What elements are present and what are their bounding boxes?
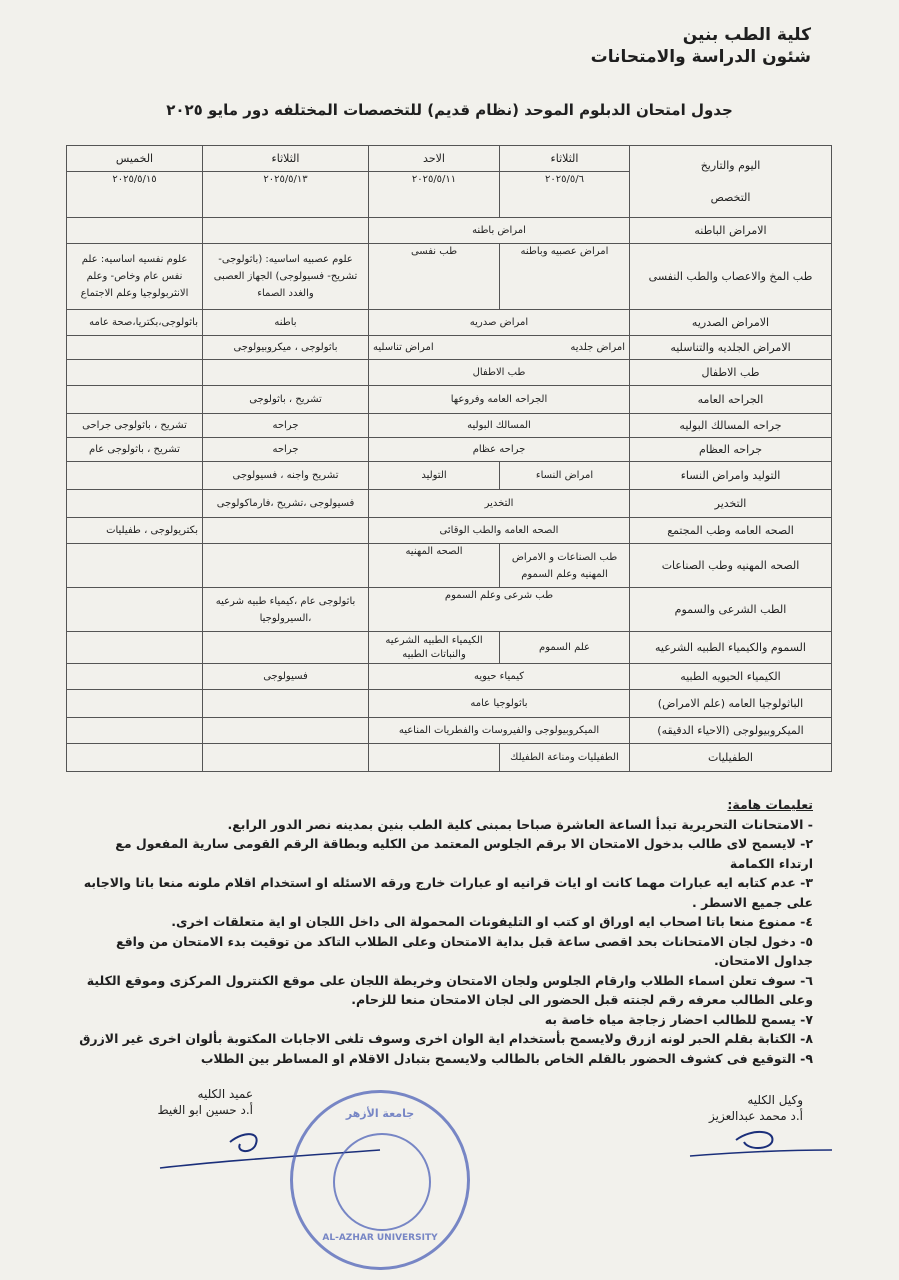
- specialty-cell: طب المخ والاعصاب والطب النفسى: [630, 244, 832, 310]
- empty-cell: [203, 690, 369, 718]
- empty-cell: [203, 360, 369, 386]
- empty-cell: [67, 718, 203, 744]
- specialty-cell: الطب الشرعى والسموم: [630, 588, 832, 632]
- exam-cell: امراض باطنه: [369, 218, 630, 244]
- table-row: [67, 438, 832, 462]
- exam-cell: المسالك البوليه: [369, 414, 630, 438]
- specialty-cell: السموم والكيمياء الطبيه الشرعيه: [630, 632, 832, 664]
- specialty-cell: جراحه العظام: [630, 438, 832, 462]
- exam-cell: تشريح واجنه ، فسيولوجى: [203, 462, 369, 490]
- exam-cell: كيمياء حيويه: [369, 664, 630, 690]
- exam-cell: جراحه: [203, 414, 369, 438]
- empty-cell: [203, 218, 369, 244]
- empty-cell: [67, 664, 203, 690]
- day-header: الثلاثاء: [203, 146, 369, 172]
- instruction-item: ٧- يسمح للطالب احضار زجاجة مياه خاصة به: [544, 1011, 813, 1027]
- empty-cell: [203, 518, 369, 544]
- exam-cell: الجراحه العامه وفروعها: [369, 386, 630, 414]
- date-cell: ٢٠٢٥/٥/٦: [500, 172, 630, 218]
- table-row: [67, 218, 832, 244]
- stamp-inner-ring: [333, 1133, 431, 1231]
- day-header: الثلاثاء: [500, 146, 630, 172]
- vice-dean-name: أ.د محمد عبدالعزيز: [709, 1109, 803, 1123]
- exam-cell: علوم نفسيه اساسيه: علم نفس عام وخاص- وعلم الانثربولوجيا وعلم الاجتماع: [67, 244, 203, 310]
- faculty-header: [591, 24, 811, 68]
- empty-cell: [203, 718, 369, 744]
- empty-cell: [67, 218, 203, 244]
- empty-cell: [67, 386, 203, 414]
- instructions-heading: تعليمات هامة:: [727, 797, 813, 812]
- day-header: الخميس: [67, 146, 203, 172]
- corner-cell: [630, 146, 832, 218]
- exam-cell: تشريح ، باثولوجى: [203, 386, 369, 414]
- instruction-item: ٩- التوقيع فى كشوف الحضور بالقلم الخاص بالطالب ولايسمح بتبادل الاقلام او المساطر بين الطلاب: [200, 1050, 813, 1066]
- faculty-name: كلية الطب بنين: [682, 25, 811, 45]
- exam-cell: الميكروبيولوجى والفيروسات والفطريات المناعيه: [369, 718, 630, 744]
- exam-cell: تشريح ، باثولوجى جراحى: [67, 414, 203, 438]
- exam-part: امراض تناسليه: [373, 341, 434, 353]
- empty-cell: [67, 632, 203, 664]
- table-row: [67, 336, 832, 360]
- instruction-item: ٤- ممنوع منعا باتا اصحاب ايه اوراق او كتب او التليفونات المحمولة الى داخل اللجان او اية متعلقات اخرى.: [171, 914, 813, 929]
- specialty-cell: الجراحه العامه: [630, 386, 832, 414]
- exam-cell: طب الاطفال: [369, 360, 630, 386]
- dean-signature-mark: [230, 1134, 257, 1151]
- split-wrapper: [373, 341, 625, 355]
- empty-cell: [369, 744, 500, 772]
- specialty-cell: الامراض الباطنه: [630, 218, 832, 244]
- exam-cell: طب شرعى وعلم السموم: [369, 588, 630, 632]
- exam-cell: علوم عصبيه اساسيه: (باثولوجى- تشريح- فسيولوجى) الجهاز العصبى والغدد الصماء: [203, 244, 369, 310]
- specialty-cell: الكيمياء الحيويه الطبيه: [630, 664, 832, 690]
- specialty-cell: الميكروبيولوجى (الاحياء الدقيقه): [630, 718, 832, 744]
- exam-part: امراض جلديه: [570, 341, 625, 353]
- table-row: [67, 462, 832, 490]
- exam-cell: امراض عصبيه وباطنه: [500, 244, 630, 310]
- table-row: [67, 490, 832, 518]
- exam-cell: طب الصناعات و الامراض المهنيه وعلم السموم: [500, 544, 630, 588]
- instruction-item: ٥- دخول لجان الامتحانات بحد اقصى ساعة قبل بداية الامتحان وعلى الطلاب التاكد من توقيت بدء الامتحان من واقع جداول الامتحان.: [115, 933, 813, 968]
- specialty-cell: الطفيليات: [630, 744, 832, 772]
- exam-cell: فسيولوجى: [203, 664, 369, 690]
- specialty-cell: التوليد وامراض النساء: [630, 462, 832, 490]
- instructions-section: [78, 795, 813, 1068]
- instruction-item: ٦- سوف تعلن اسماء الطلاب وارقام الجلوس ولجان الامتحان وخريطة اللجان على موقع الكنترول المركزى وموقع الكلية وعلى الطالب معرفه رقم لجنته قبل الحضور الى لجان الامتحان منعا للزحام.: [86, 972, 813, 1007]
- stamp-arabic-text: جامعة الأزهر: [345, 1107, 415, 1120]
- instruction-item: ٢- لايسمح لاى طالب بدخول الامتحان الا برقم الجلوس المعتمد من الكليه وبطاقة الرقم القومى سارية المفعول مع ارتداء الكمامة: [115, 836, 813, 871]
- dean-name: أ.د حسين ابو الغيط: [157, 1103, 253, 1117]
- exam-schedule-table: [66, 145, 832, 772]
- table-row: [67, 244, 832, 310]
- date-cell: ٢٠٢٥/٥/١١: [369, 172, 500, 218]
- table-row: [67, 414, 832, 438]
- table-row: [67, 588, 832, 632]
- date-cell: ٢٠٢٥/٥/١٥: [67, 172, 203, 218]
- dean-title: عميد الكليه: [197, 1087, 253, 1101]
- exam-cell-split: [369, 336, 630, 360]
- exam-cell: امراض النساء: [500, 462, 630, 490]
- dean-signature-block: [158, 1086, 253, 1118]
- instruction-item: - الامتحانات التحريرية تبدأ الساعة العاشرة صباحا بمبنى كلية الطب بنين بمدينه نصر الدور الرابع.: [227, 816, 813, 832]
- corner-specialty: التخصص: [710, 190, 751, 204]
- specialty-cell: التخدير: [630, 490, 832, 518]
- exam-cell: جراحه عظام: [369, 438, 630, 462]
- document-title: جدول امتحان الدبلوم الموحد (نظام قديم) للتخصصات المختلفه دور مايو ٢٠٢٥: [166, 101, 733, 119]
- empty-cell: [67, 462, 203, 490]
- empty-cell: [67, 588, 203, 632]
- day-header: الاحد: [369, 146, 500, 172]
- exam-cell: علم السموم: [500, 632, 630, 664]
- exam-cell: الصحه المهنيه: [369, 544, 500, 588]
- exam-cell: امراض صدريه: [369, 310, 630, 336]
- exam-cell: طب نفسى: [369, 244, 500, 310]
- empty-cell: [67, 360, 203, 386]
- vice-dean-signature-mark: [736, 1132, 772, 1148]
- specialty-cell: جراحه المسالك البوليه: [630, 414, 832, 438]
- exam-cell: التوليد: [369, 462, 500, 490]
- exam-cell: التخدير: [369, 490, 630, 518]
- table-row: [67, 544, 832, 588]
- exam-cell: باثولوجيا عامه: [369, 690, 630, 718]
- table-row: [67, 518, 832, 544]
- stamp-english-text: AL-AZHAR UNIVERSITY: [322, 1233, 438, 1243]
- specialty-cell: طب الاطفال: [630, 360, 832, 386]
- exam-cell: فسيولوجى ،تشريح ،فارماكولوجى: [203, 490, 369, 518]
- date-cell: ٢٠٢٥/٥/١٣: [203, 172, 369, 218]
- exam-cell: الطفيليات ومناعة الطفيلك: [500, 744, 630, 772]
- exam-cell: الصحه العامه والطب الوقائى: [369, 518, 630, 544]
- empty-cell: [203, 544, 369, 588]
- specialty-cell: الباثولوجيا العامه (علم الامراض): [630, 690, 832, 718]
- table-row: [67, 718, 832, 744]
- specialty-cell: الامراض الصدريه: [630, 310, 832, 336]
- exam-cell: تشريح ، باثولوجى عام: [67, 438, 203, 462]
- exam-cell: جراحه: [203, 438, 369, 462]
- empty-cell: [203, 744, 369, 772]
- department-name: شئون الدراسة والامتحانات: [590, 47, 811, 67]
- table-row: [67, 690, 832, 718]
- exam-cell: باثولوجى ، ميكروبيولوجى: [203, 336, 369, 360]
- empty-cell: [67, 544, 203, 588]
- empty-cell: [67, 336, 203, 360]
- table-row: [67, 632, 832, 664]
- exam-cell: باثولوجى،بكتريا،صحة عامه: [67, 310, 203, 336]
- corner-day-date: اليوم والتاريخ: [700, 158, 761, 172]
- table-row: [67, 664, 832, 690]
- specialty-cell: الصحه المهنيه وطب الصناعات: [630, 544, 832, 588]
- instruction-item: ٨- الكتابة بقلم الحبر لونه ازرق ولايسمح بأستخدام اية الوان اخرى وسوف تلغى الاجابات المكتوبة بألوان اخرى غير الازرق: [79, 1031, 813, 1046]
- table-row: [67, 360, 832, 386]
- specialty-cell: الصحه العامه وطب المجتمع: [630, 518, 832, 544]
- specialty-cell: الامراض الجلديه والتناسليه: [630, 336, 832, 360]
- table-row: [67, 310, 832, 336]
- empty-cell: [67, 690, 203, 718]
- vice-dean-title: وكيل الكليه: [747, 1093, 803, 1107]
- empty-cell: [203, 632, 369, 664]
- exam-cell: الكيمياء الطبيه الشرعيه والنباتات الطبيه: [369, 632, 500, 664]
- table-row: [67, 386, 832, 414]
- table-row: [67, 744, 832, 772]
- empty-cell: [67, 744, 203, 772]
- exam-cell: باطنه: [203, 310, 369, 336]
- vice-dean-signature-line: [690, 1150, 832, 1156]
- empty-cell: [67, 490, 203, 518]
- university-stamp: [290, 1090, 470, 1270]
- exam-cell: باثولوجى عام ،كيمياء طبيه شرعيه ،السيرولوجيا: [203, 588, 369, 632]
- instruction-item: ٣- عدم كتابه ايه عبارات مهما كانت او ايات قرانيه او عبارات خارج ورقه الاسئله او استخدام اقلام ملونه منعا باتا والاجابه على جميع الاسطر .: [83, 875, 813, 910]
- exam-cell: بكتريولوجى ، طفيليات: [67, 518, 203, 544]
- table-header-row: [67, 146, 832, 172]
